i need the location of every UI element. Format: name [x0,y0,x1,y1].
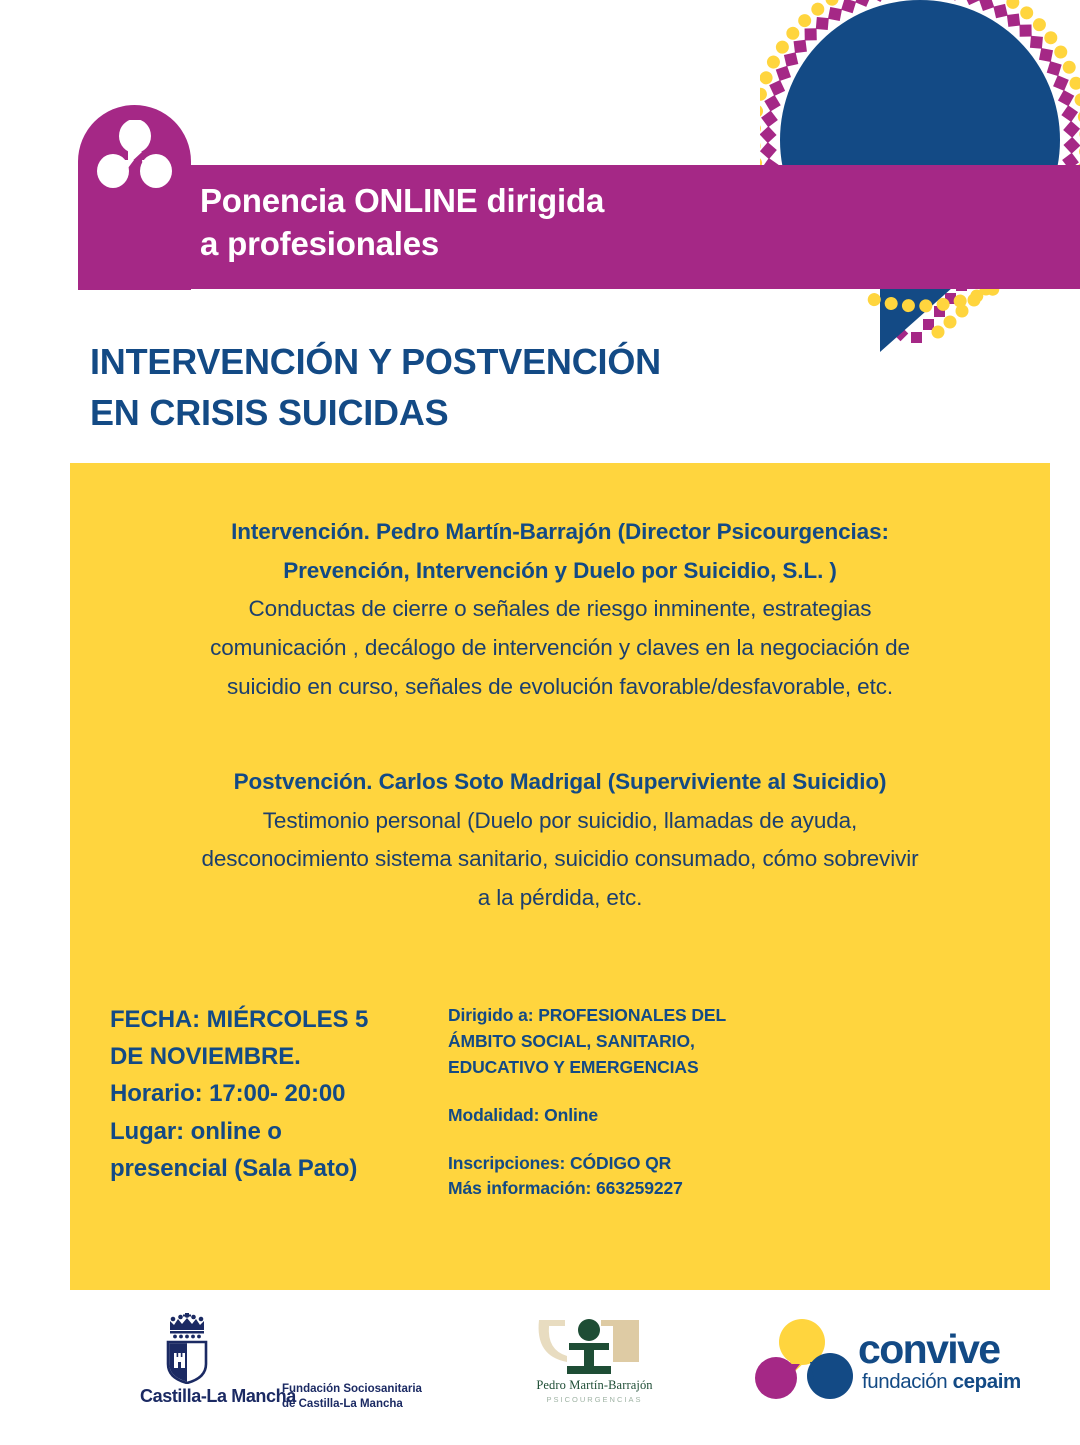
castilla-shield-icon [160,1312,214,1384]
session-description-line2: desconocimiento sistema sanitario, suicidio consumado, cómo sobrevivir [201,846,919,872]
castilla-subtitle-line1: Fundación Sociosanitaria [282,1383,422,1395]
session-heading-line2: Prevención, Intervención y Duelo por Suicidio, S.L. ) [283,557,837,583]
event-place-line1: Lugar: online o [110,1117,282,1145]
event-audience [448,1003,798,1081]
three-bubbles-icon [92,120,178,194]
psicourgencias-name: Pedro Martín-Barrajón [536,1378,653,1392]
session-description-line1: Conductas de cierre o señales de riesgo inminente, estrategias [248,596,872,622]
castilla-subtitle-line2: de Castilla-La Mancha [282,1397,403,1410]
page-title-line1: INTERVENCIÓN Y POSTVENCIÓN [90,341,661,382]
session-description [110,802,1010,918]
castilla-name: Castilla-La Mancha [140,1386,296,1406]
psi-symbol-icon [535,1316,647,1378]
banner-heading [200,180,800,266]
event-date-line1: FECHA: MIÉRCOLES 5 [110,1006,369,1033]
footer-logos [0,1300,1080,1445]
cepaim-tagline [862,1370,1021,1394]
event-contact-text: Más información: 663259227 [448,1178,683,1199]
session-intervencion [110,513,1010,706]
cepaim-tagline-light: fundación [862,1370,953,1393]
session-description-line3: a la pérdida, etc. [477,885,643,911]
banner-heading-line2: a profesionales [200,224,440,262]
event-registration [448,1151,798,1203]
event-time: Horario: 17:00- 20:00 [110,1080,346,1108]
convive-wordmark: convive [858,1326,1000,1372]
event-date-line2: DE NOVIEMBRE. [110,1043,301,1071]
castilla-la-mancha-logo [140,1312,440,1412]
event-audience-line1: Dirigido a: PROFESIONALES DEL [448,1005,727,1025]
event-place-line2: presencial (Sala Pato) [110,1154,358,1182]
content-panel [70,463,1050,1290]
convive-cepaim-logo [752,1312,1032,1412]
session-heading [110,763,1010,802]
session-description-line2: comunicación , decálogo de intervención y claves en la negociación de [210,635,910,661]
page-title-line2: EN CRISIS SUICIDAS [90,392,449,434]
session-description [110,590,1010,706]
event-modality-text: Modalidad: Online [448,1104,598,1125]
event-audience-line3: EDUCATIVO Y EMERGENCIAS [448,1056,699,1077]
session-postvencion [110,763,1010,918]
cepaim-tagline-bold: cepaim [952,1370,1021,1393]
castilla-subtitle [282,1382,457,1412]
session-heading-line1: Intervención. Pedro Martín-Barrajón (Director Psicourgencias: [231,519,889,544]
event-registration-text: Inscripciones: CÓDIGO QR [448,1152,672,1173]
event-details-right [448,1003,798,1202]
event-audience-line2: ÁMBITO SOCIAL, SANITARIO, [448,1030,695,1051]
session-description-line3: suicidio en curso, señales de evolución favorable/desfavorable, etc. [226,673,894,699]
session-heading [110,513,1010,590]
event-details-left [110,1001,430,1187]
psicourgencias-logo [527,1316,662,1412]
page-title [90,336,850,438]
event-modality [448,1103,798,1129]
convive-bubbles-icon [752,1318,862,1400]
banner-heading-line1: Ponencia ONLINE dirigida [200,182,605,219]
session-description-line1: Testimonio personal (Duelo por suicidio, llamadas de ayuda, [262,807,858,833]
session-heading-line1: Postvención. Carlos Soto Madrigal (Superviviente al Suicidio) [233,769,887,794]
psicourgencias-subtitle: PSICOURGENCIAS [546,1395,643,1404]
